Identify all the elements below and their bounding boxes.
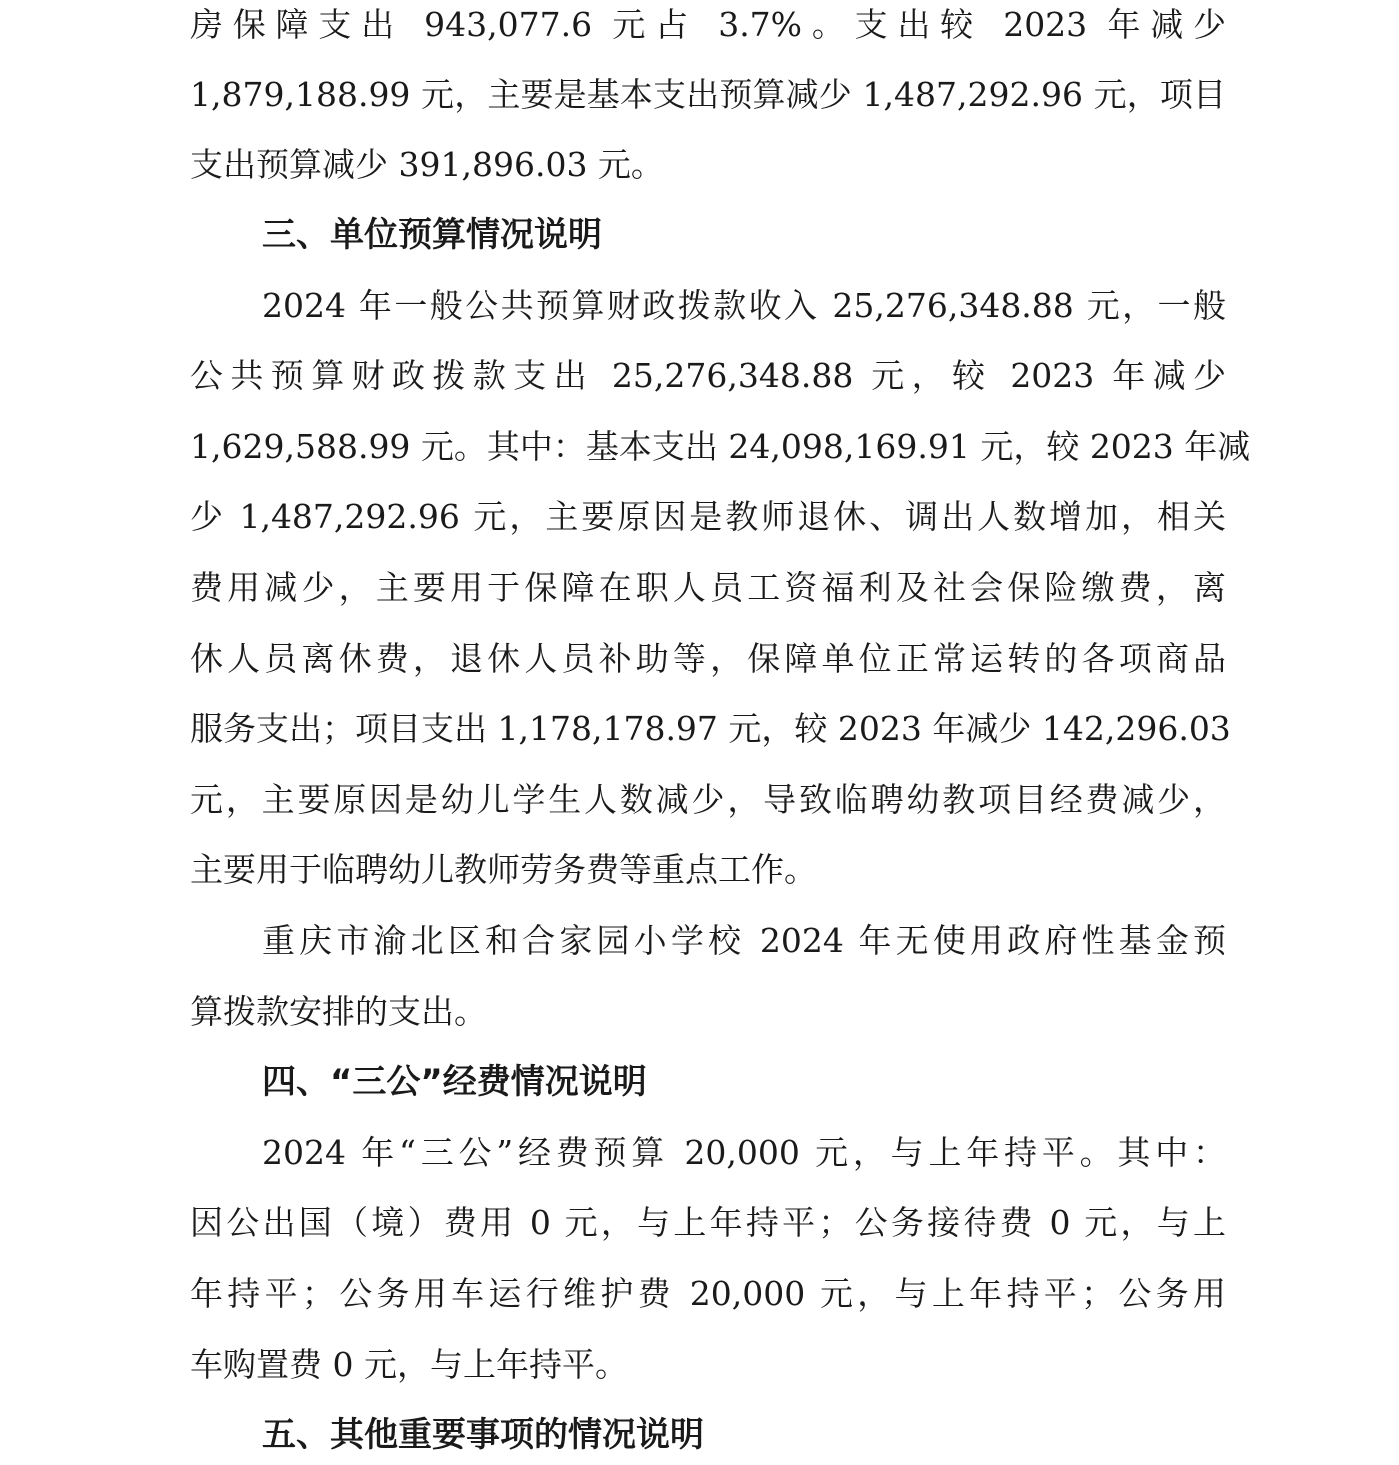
text-line: 2024 年一般公共预算财政拨款收入 25,276,348.88 元，一般 xyxy=(262,286,1226,325)
text-line: 车购置费 0 元，与上年持平。 xyxy=(190,1345,628,1384)
text-line: 支出预算减少 391,896.03 元。 xyxy=(190,145,664,184)
text-line: 少 1,487,292.96 元，主要原因是教师退休、调出人数增加，相关 xyxy=(190,497,1226,536)
section-heading-4: 四、“三公”经费情况说明 xyxy=(262,1062,647,1102)
text-line: 重庆市渝北区和合家园小学校 2024 年无使用政府性基金预 xyxy=(262,921,1226,960)
text-line: 房保障支出 943,077.6 元占 3.7%。支出较 2023 年减少 xyxy=(190,5,1226,44)
text-line: 2024 年“三公”经费预算 20,000 元，与上年持平。其中： xyxy=(262,1133,1226,1172)
text-line: 主要用于临聘幼儿教师劳务费等重点工作。 xyxy=(190,850,817,889)
text-line: 服务支出；项目支出 1,178,178.97 元，较 2023 年减少 142,296.03 xyxy=(190,709,1231,748)
text-line: 费用减少，主要用于保障在职人员工资福利及社会保险缴费，离 xyxy=(190,568,1226,607)
text-line: 因公出国（境）费用 0 元，与上年持平；公务接待费 0 元，与上 xyxy=(190,1203,1226,1242)
text-line: 公共预算财政拨款支出 25,276,348.88 元，较 2023 年减少 xyxy=(190,356,1226,395)
text-line: 元，主要原因是幼儿学生人数减少，导致临聘幼教项目经费减少， xyxy=(190,780,1226,819)
text-line: 年持平；公务用车运行维护费 20,000 元，与上年持平；公务用 xyxy=(190,1274,1226,1313)
section-heading-3: 三、单位预算情况说明 xyxy=(262,215,602,255)
text-line: 算拨款安排的支出。 xyxy=(190,992,487,1031)
text-line: 1,879,188.99 元，主要是基本支出预算减少 1,487,292.96 元，项目 xyxy=(190,75,1226,114)
text-line: 休人员离休费，退休人员补助等，保障单位正常运转的各项商品 xyxy=(190,639,1226,678)
text-line: 1,629,588.99 元。其中：基本支出 24,098,169.91 元，较 2023 年减 xyxy=(190,427,1251,466)
section-heading-5: 五、其他重要事项的情况说明 xyxy=(262,1415,704,1455)
